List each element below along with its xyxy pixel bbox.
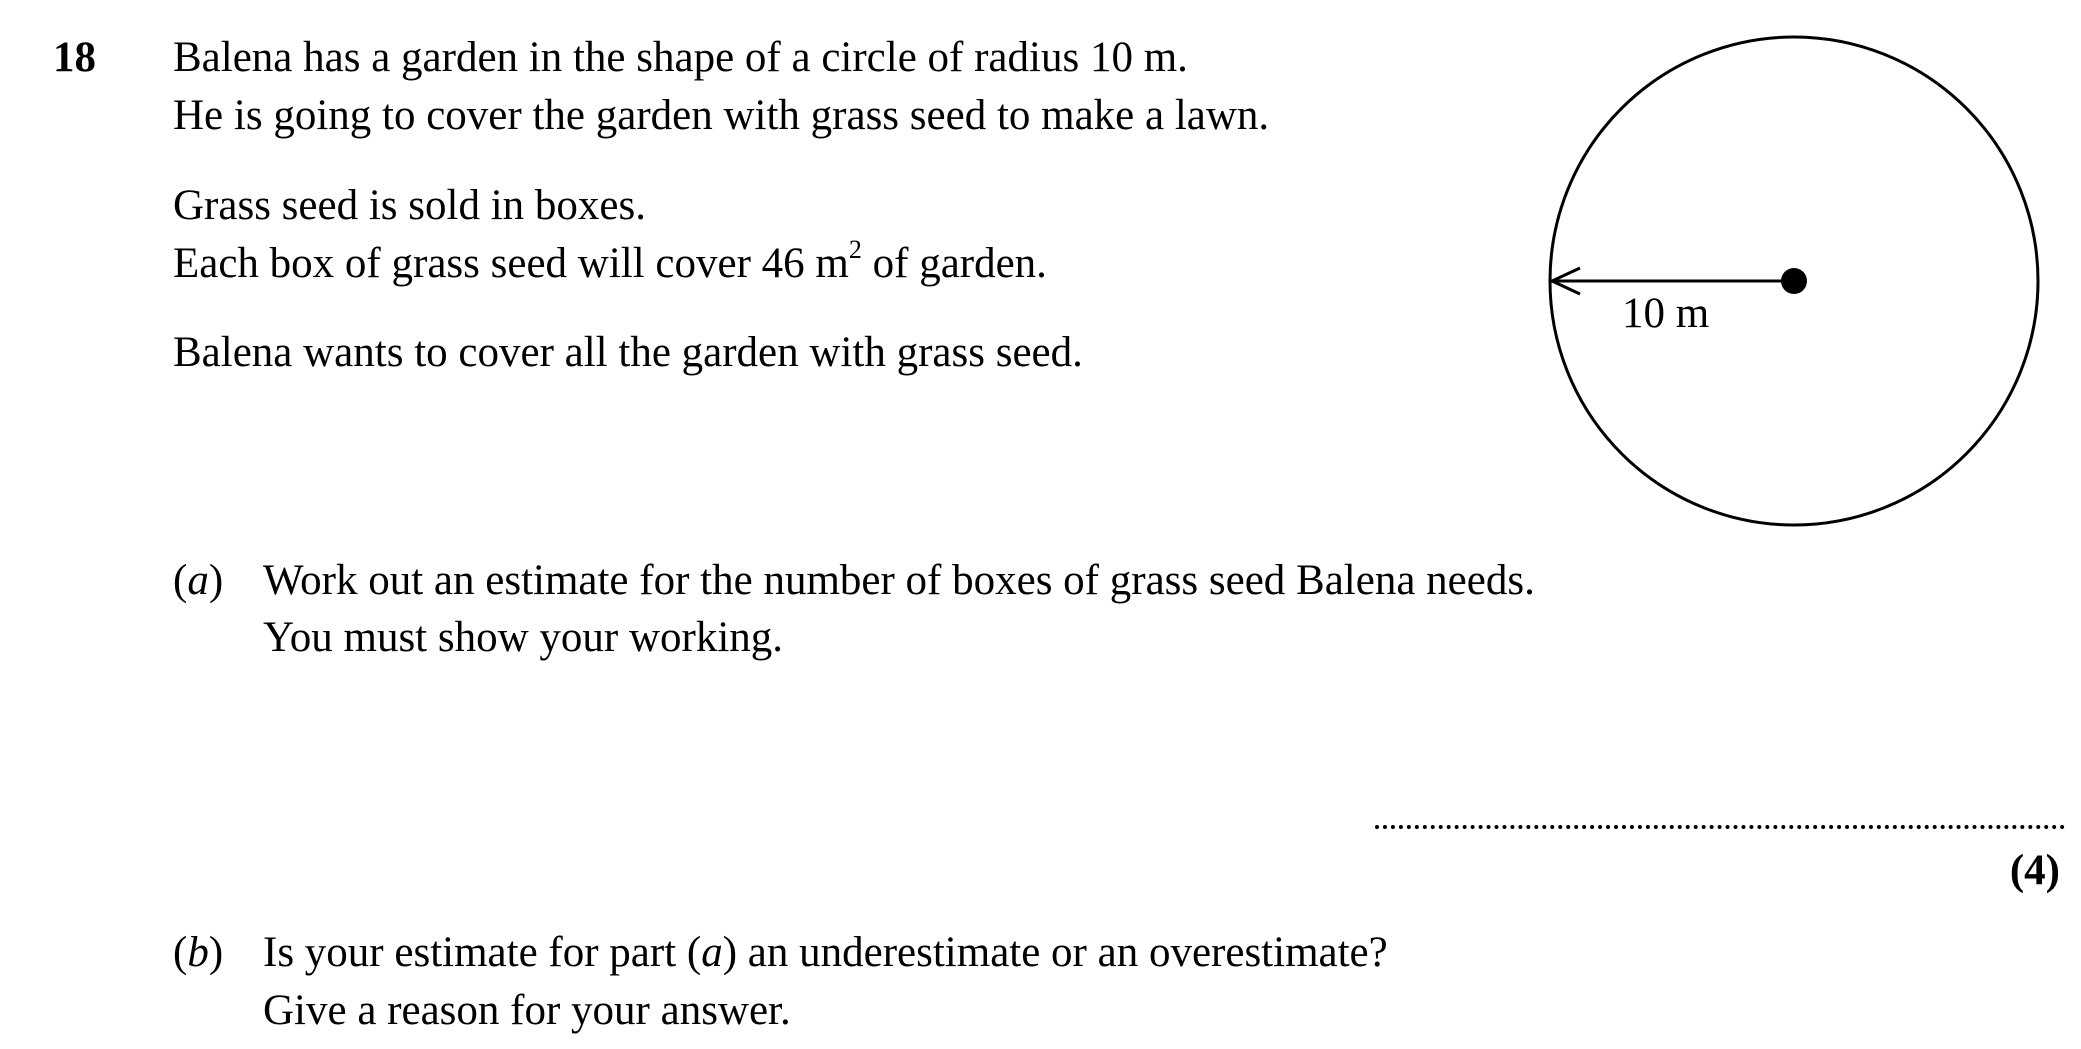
part-b-line-1-italic: a bbox=[701, 929, 723, 976]
goal-line: Balena wants to cover all the garden with grass seed. bbox=[173, 329, 1083, 376]
part-a-close-paren: ) bbox=[208, 557, 224, 604]
answer-line-a[interactable] bbox=[1375, 785, 2065, 829]
radius-label: 10 m bbox=[1622, 290, 1710, 337]
question-number: 18 bbox=[53, 34, 96, 81]
part-a-open-paren: ( bbox=[173, 557, 188, 604]
part-b-line-1-prefix: Is your estimate for part ( bbox=[263, 929, 702, 976]
seed-line-2 bbox=[173, 236, 1047, 292]
seed-line-2-suffix: of garden. bbox=[861, 240, 1047, 287]
seed-line-1: Grass seed is sold in boxes. bbox=[173, 182, 646, 229]
part-a-line-1: Work out an estimate for the number of boxes of grass seed Balena needs. bbox=[263, 557, 1535, 604]
part-b-letter: b bbox=[187, 929, 209, 976]
intro-line-2: He is going to cover the garden with grass seed to make a lawn. bbox=[173, 92, 1270, 139]
part-b-line-1 bbox=[263, 925, 1388, 981]
seed-line-2-prefix: Each box of grass seed will cover 46 m bbox=[173, 240, 849, 287]
center-dot bbox=[1781, 268, 1807, 294]
part-b-line-1-suffix: ) an underestimate or an overestimate? bbox=[722, 929, 1388, 976]
marks-a: (4) bbox=[2009, 847, 2060, 894]
part-a-label bbox=[173, 553, 223, 609]
part-b-label bbox=[173, 925, 223, 981]
part-a-letter: a bbox=[187, 557, 209, 604]
circle-diagram bbox=[1530, 30, 2050, 540]
part-b-close-paren: ) bbox=[208, 929, 224, 976]
part-b-line-2: Give a reason for your answer. bbox=[263, 987, 791, 1034]
squared-superscript: 2 bbox=[848, 234, 862, 264]
part-b-open-paren: ( bbox=[173, 929, 188, 976]
intro-line-1: Balena has a garden in the shape of a circle of radius 10 m. bbox=[173, 34, 1188, 81]
part-a-line-2: You must show your working. bbox=[263, 614, 784, 661]
